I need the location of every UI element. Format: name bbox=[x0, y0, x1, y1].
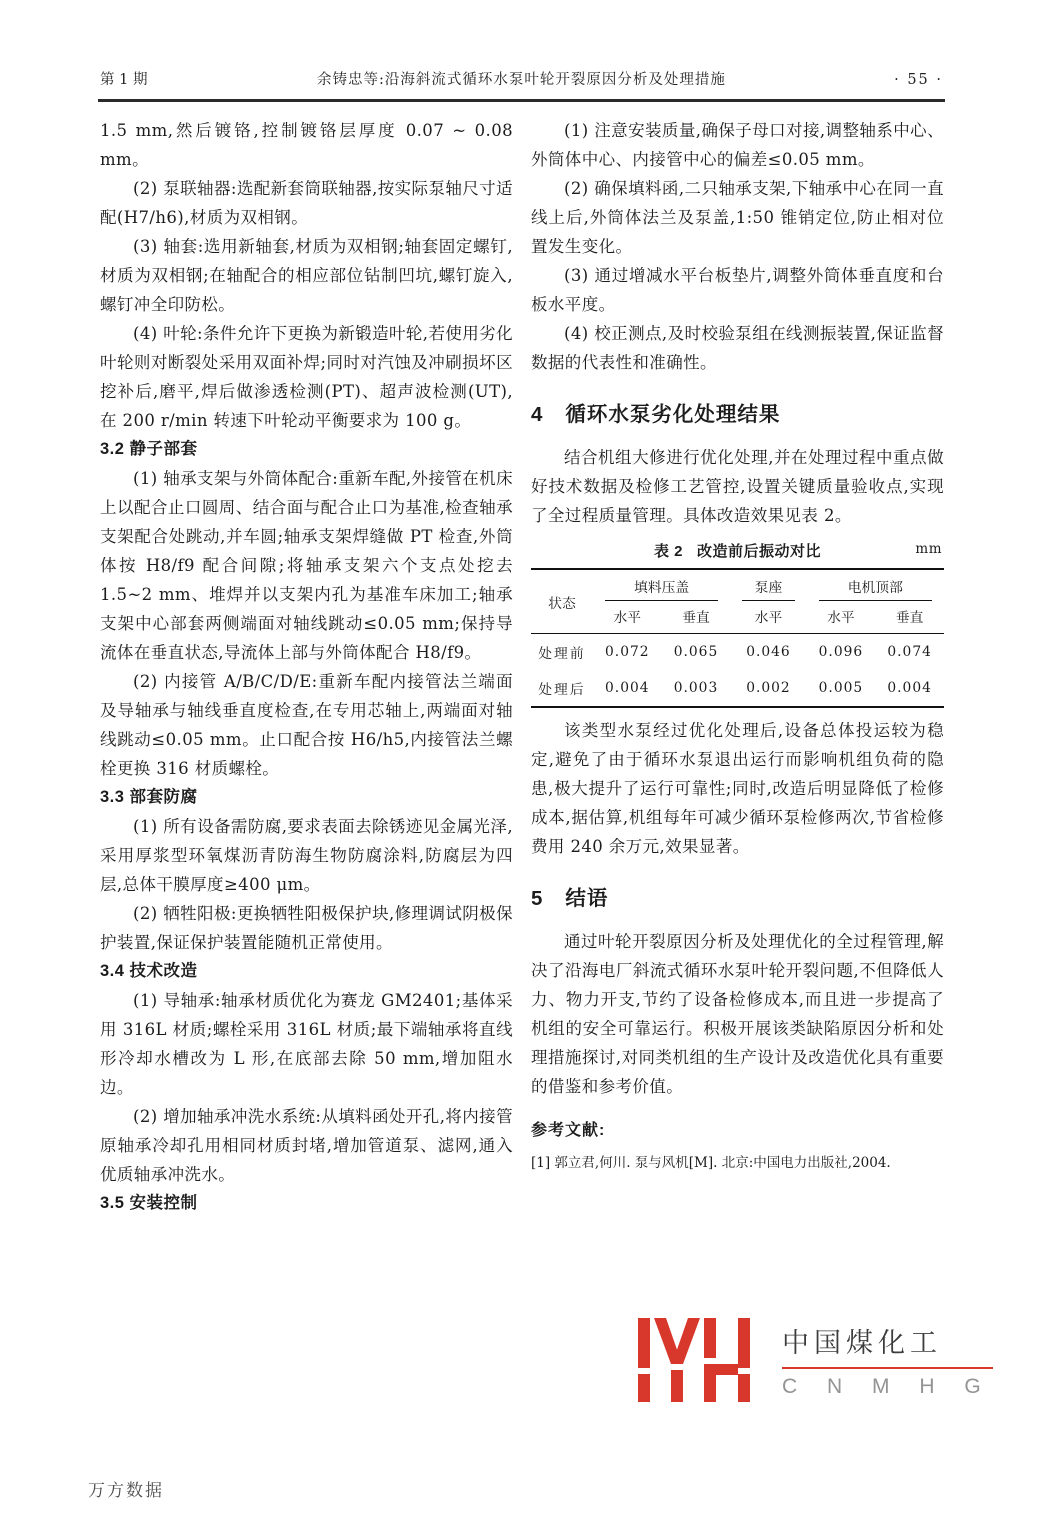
paragraph: (3) 通过增减水平台板垫片,调整外筒体垂直度和台板水平度。 bbox=[531, 266, 944, 314]
cell: 0.046 bbox=[746, 644, 791, 660]
paragraph: (4) 叶轮:条件允许下更换为新锻造叶轮,若使用劣化叶轮则对断裂处采用双面补焊;同时对汽蚀及冲刷损坏区挖补后,磨平,焊后做渗透检测(PT)、超声波检测(UT),在 200 r/min 转速下叶轮动平衡要求为 100 g。 bbox=[100, 324, 513, 430]
cell: 0.004 bbox=[605, 680, 650, 696]
subsection-heading-3-2: 3.2 静子部套 bbox=[100, 440, 198, 458]
right-column bbox=[531, 116, 944, 1218]
paragraph: (4) 校正测点,及时校验泵组在线测振装置,保证监督数据的代表性和准确性。 bbox=[531, 324, 944, 372]
journal-issue: 第 1 期 bbox=[100, 72, 148, 88]
cell: 0.005 bbox=[818, 680, 864, 696]
table-header-state: 状态 bbox=[531, 569, 593, 634]
table-caption-label: 表 2 bbox=[653, 543, 683, 560]
paragraph: (3) 轴套:选用新轴套,材质为双相钢;轴套固定螺钉,材质为双相钢;在轴配合的相应部位钻制凹坑,螺钉旋入,螺钉冲全印防松。 bbox=[100, 237, 513, 314]
paragraph: (2) 内接管 A/B/C/D/E:重新车配内接管法兰端面及导轴承与轴线垂直度检查,在专用芯轴上,两端面对轴线跳动≤0.05 mm。止口配合按 H6/h5,内接管法兰螺栓更换 316 材质螺栓。 bbox=[100, 672, 513, 778]
cnmhg-logo bbox=[638, 1318, 993, 1402]
table-subheader: 垂直 bbox=[875, 601, 944, 634]
subsection-heading-3-5: 3.5 安装控制 bbox=[100, 1194, 198, 1212]
logo-brand-cn: 中国煤化工 bbox=[782, 1321, 993, 1369]
paragraph: (2) 确保填料函,二只轴承支架,下轴承中心在同一直线上后,外筒体法兰及泵盖,1:50 锥销定位,防止相对位置发生变化。 bbox=[531, 179, 944, 256]
cell: 0.003 bbox=[673, 680, 719, 696]
section-number: 5 bbox=[531, 887, 544, 910]
header-rule bbox=[98, 99, 945, 102]
subsection-heading-3-4: 3.4 技术改造 bbox=[100, 962, 198, 980]
section-heading-4 bbox=[531, 397, 944, 427]
table-group-header: 泵座 bbox=[730, 569, 806, 601]
table-caption-title: 改造前后振动对比 bbox=[697, 543, 822, 560]
logo-brand-en: C N M H G bbox=[782, 1375, 993, 1398]
cell: 0.002 bbox=[746, 680, 791, 696]
row-label: 处理后 bbox=[538, 682, 586, 698]
section-title: 循环水泵劣化处理结果 bbox=[565, 403, 781, 426]
paragraph: (2) 泵联轴器:选配新套筒联轴器,按实际泵轴尺寸适配(H7/h6),材质为双相钢。 bbox=[100, 179, 513, 227]
section-heading-5 bbox=[531, 881, 944, 911]
paragraph: 1.5 mm,然后镀铬,控制镀铬层厚度 0.07 ~ 0.08 mm。 bbox=[100, 121, 513, 169]
paragraph: (1) 注意安装质量,确保子母口对接,调整轴系中心、外筒体中心、内接管中心的偏差≤0.05 mm。 bbox=[531, 121, 944, 169]
cell: 0.096 bbox=[818, 644, 864, 660]
table-row bbox=[531, 670, 944, 707]
table-subheader: 水平 bbox=[593, 601, 662, 634]
section-number: 4 bbox=[531, 403, 544, 426]
paragraph: 该类型水泵经过优化处理后,设备总体投运较为稳定,避免了由于循环水泵退出运行而影响机组负荷的隐患,极大提升了运行可靠性;同时,改造后明显降低了检修成本,据估算,机组每年可减少循环泵检修两次,节省检修费用 240 余万元,效果显著。 bbox=[531, 721, 944, 856]
body-columns bbox=[100, 116, 944, 1218]
paragraph: (2) 增加轴承冲洗水系统:从填料函处开孔,将内接管原轴承冷却孔用相同材质封堵,增加管道泵、滤网,通入优质轴承冲洗水。 bbox=[100, 1107, 513, 1184]
cell: 0.074 bbox=[887, 644, 932, 660]
left-column bbox=[100, 116, 513, 1218]
page-number: · 55 · bbox=[894, 72, 943, 88]
page-header bbox=[100, 68, 943, 89]
logo-wordmark bbox=[782, 1321, 993, 1399]
row-label: 处理前 bbox=[538, 646, 586, 662]
paragraph: 结合机组大修进行优化处理,并在处理过程中重点做好技术数据及检修工艺管控,设置关键质量验收点,实现了全过程质量管理。具体改造效果见表 2。 bbox=[531, 448, 944, 525]
running-title: 余铸忠等:沿海斜流式循环水泵叶轮开裂原因分析及处理措施 bbox=[317, 72, 726, 88]
cnmhg-monogram-icon bbox=[638, 1318, 766, 1402]
paragraph: (2) 牺牲阳极:更换牺牲阳极保护块,修理调试阴极保护装置,保证保护装置能随机正常使用。 bbox=[100, 904, 513, 952]
paragraph: (1) 所有设备需防腐,要求表面去除锈迹见金属光泽,采用厚浆型环氧煤沥青防海生物防腐涂料,防腐层为四层,总体干膜厚度≥400 μm。 bbox=[100, 817, 513, 894]
reference-item: [1] 郭立君,何川. 泵与风机[M]. 北京:中国电力出版社,2004. bbox=[531, 1155, 891, 1171]
table-group-header: 填料压盖 bbox=[593, 569, 730, 601]
cell: 0.004 bbox=[887, 680, 932, 696]
table-caption bbox=[531, 540, 944, 561]
vibration-table bbox=[531, 568, 944, 708]
table-unit: mm bbox=[915, 541, 942, 557]
table-subheader: 垂直 bbox=[662, 601, 731, 634]
table-row bbox=[531, 634, 944, 671]
wanfang-watermark: 万方数据 bbox=[88, 1481, 164, 1500]
cell: 0.072 bbox=[605, 644, 650, 660]
paragraph: (1) 轴承支架与外筒体配合:重新车配,外接管在机床上以配合止口圆周、结合面与配合止口为基准,检查轴承支架配合处跳动,并车圆;轴承支架焊缝做 PT 检查,外筒体按 H8/f9 配合间隙;将轴承支架六个支点处挖去 1.5~2 mm、堆焊并以支架内孔为基准车床加工;轴承支架中心部套两侧端面对轴线跳动≤0.05 mm;保持导流体在垂直状态,导流体上部与外筒体配合 H8/f9。 bbox=[100, 469, 513, 662]
cell: 0.065 bbox=[673, 644, 719, 660]
section-title: 结语 bbox=[565, 887, 609, 910]
table-subheader: 水平 bbox=[730, 601, 806, 634]
references-heading: 参考文献: bbox=[531, 1122, 606, 1139]
table-group-header: 电机顶部 bbox=[807, 569, 944, 601]
subsection-heading-3-3: 3.3 部套防腐 bbox=[100, 788, 198, 806]
paragraph: (1) 导轴承:轴承材质优化为赛龙 GM2401;基体采用 316L 材质;螺栓采用 316L 材质;最下端轴承将直线形冷却水槽改为 L 形,在底部去除 50 mm,增加阻水边。 bbox=[100, 991, 513, 1097]
paragraph: 通过叶轮开裂原因分析及处理优化的全过程管理,解决了沿海电厂斜流式循环水泵叶轮开裂问题,不但降低人力、物力开支,节约了设备检修成本,而且进一步提高了机组的安全可靠运行。积极开展该类缺陷原因分析和处理措施探讨,对同类机组的生产设计及改造优化具有重要的借鉴和参考价值。 bbox=[531, 932, 944, 1096]
table-subheader: 水平 bbox=[807, 601, 876, 634]
table-2-block bbox=[531, 540, 944, 708]
